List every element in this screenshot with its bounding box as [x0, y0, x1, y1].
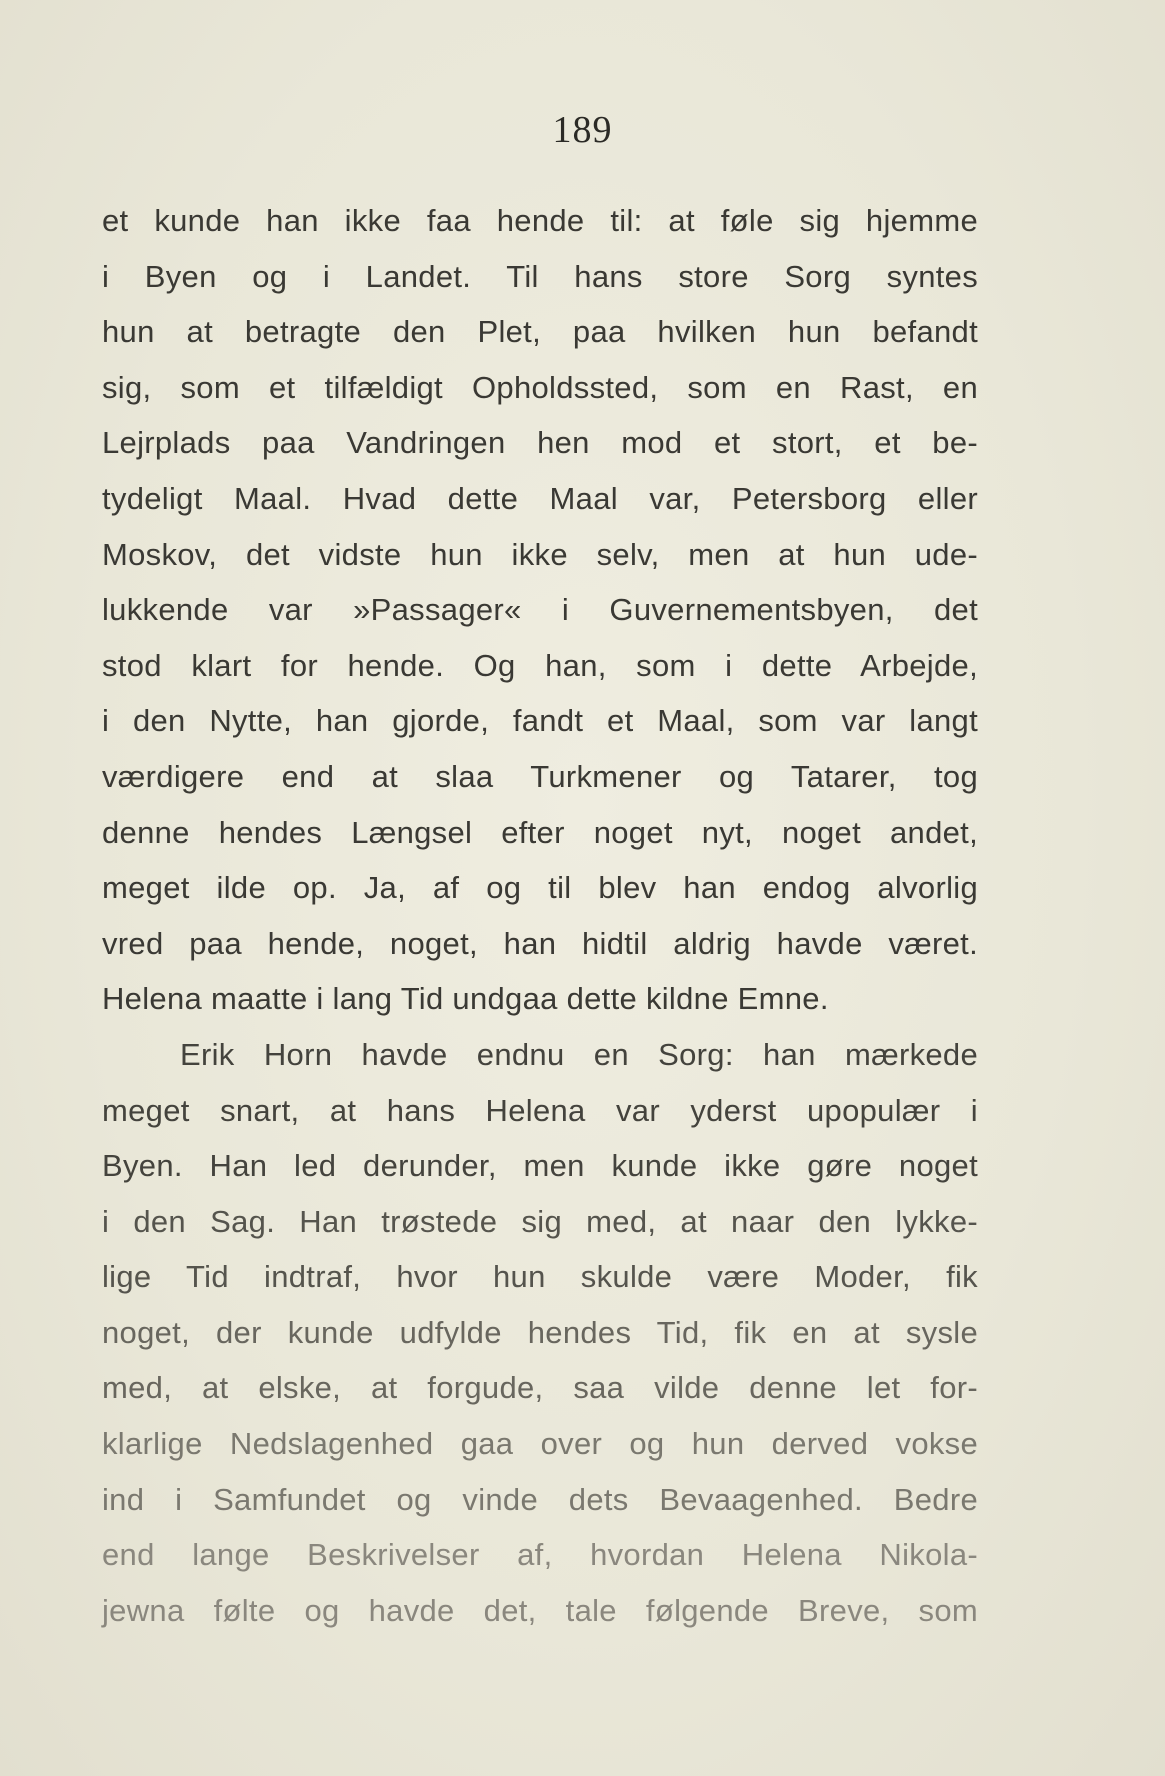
text-line: jewna følte og havde det, tale følgende Breve, som [102, 1592, 978, 1628]
text-line: Byen. Han led derunder, men kunde ikke gøre noget [102, 1148, 978, 1184]
text-line: stod klart for hende. Og han, som i dette Arbejde, [102, 647, 978, 683]
text-line: meget ilde op. Ja, af og til blev han endog alvorlig [102, 870, 978, 906]
body-text [102, 193, 978, 1638]
text-line: i Byen og i Landet. Til hans store Sorg syntes [102, 258, 978, 294]
text-line: noget, der kunde udfylde hendes Tid, fik en at sysle [102, 1314, 978, 1350]
text-line: Erik Horn havde endnu en Sorg: han mærkede [180, 1036, 978, 1072]
text-line: i den Sag. Han trøstede sig med, at naar den lykke- [102, 1203, 978, 1239]
text-line: værdigere end at slaa Turkmener og Tatarer, tog [102, 758, 978, 794]
text-line: meget snart, at hans Helena var yderst upopulær i [102, 1092, 978, 1128]
text-line: med, at elske, at forgude, saa vilde denne let for- [102, 1370, 978, 1406]
text-line: end lange Beskrivelser af, hvordan Helena Nikola- [102, 1537, 978, 1573]
text-line: sig, som et tilfældigt Opholdssted, som en Rast, en [102, 369, 978, 405]
text-line: lukkende var »Passager« i Guvernementsbyen, det [102, 592, 978, 628]
text-line: tydeligt Maal. Hvad dette Maal var, Petersborg eller [102, 480, 978, 516]
page-number: 189 [552, 109, 613, 151]
text-line: Moskov, det vidste hun ikke selv, men at hun ude- [102, 536, 978, 572]
text-line: denne hendes Længsel efter noget nyt, noget andet, [102, 814, 978, 850]
text-line: et kunde han ikke faa hende til: at føle sig hjemme [102, 203, 978, 238]
text-line: lige Tid indtraf, hvor hun skulde være Moder, fik [102, 1259, 978, 1295]
text-line: klarlige Nedslagenhed gaa over og hun derved vokse [102, 1426, 978, 1462]
text-line: hun at betragte den Plet, paa hvilken hun befandt [102, 314, 978, 350]
text-line: ind i Samfundet og vinde dets Bevaagenhed. Bedre [102, 1481, 978, 1517]
text-line: Helena maatte i lang Tid undgaa dette kildne Emne. [102, 981, 829, 1017]
text-line: i den Nytte, han gjorde, fandt et Maal, som var langt [102, 703, 978, 739]
text-line: Lejrplads paa Vandringen hen mod et stort, et be- [102, 425, 978, 461]
text-line: vred paa hende, noget, han hidtil aldrig havde været. [102, 925, 978, 961]
